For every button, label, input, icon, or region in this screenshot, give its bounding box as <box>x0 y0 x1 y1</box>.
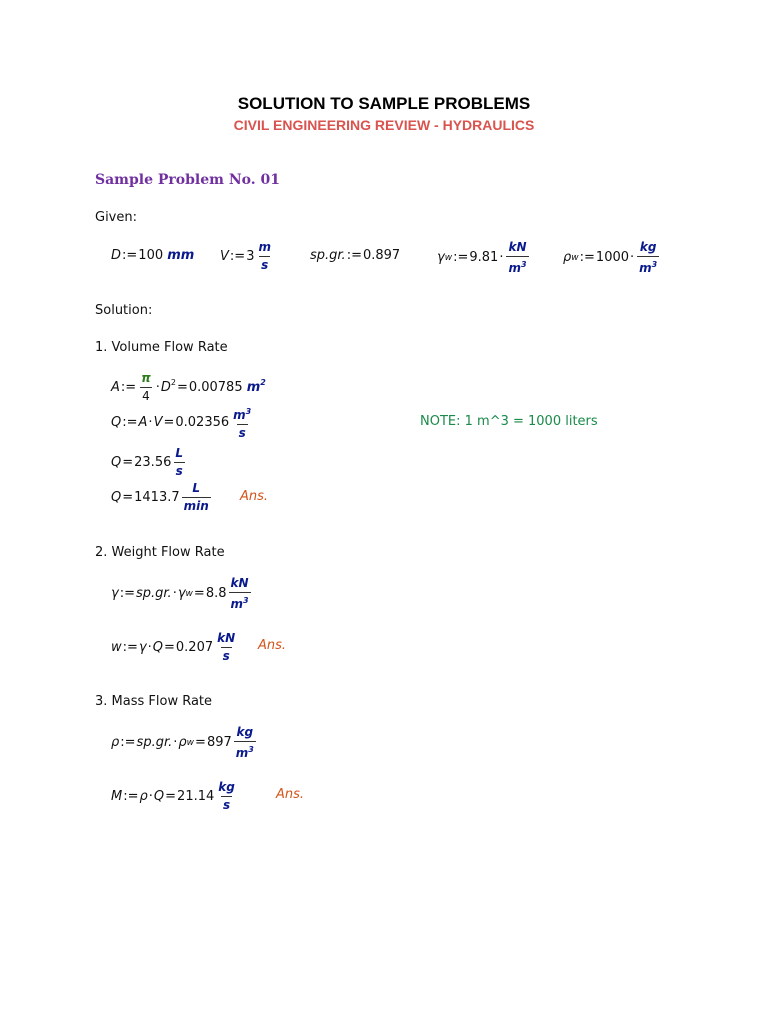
given-V: V := 3 $\frac{m}{s}$ <box>220 240 271 272</box>
given-gamma-w: γ w := 9.81 · $\frac{kN}{m^3}$ <box>437 240 527 275</box>
eq-weight-flow: w := γ · Q = 0.207 $\frac{kN}{s}$ <box>111 631 236 663</box>
eq-specific-weight: γ := sp.gr. · γ w = 8.8 $\frac{kN}{m^3}$ <box>111 576 249 611</box>
answer-label: Ans. <box>258 638 287 653</box>
unit-fraction: $\frac{kg}{m^3}$ <box>639 240 658 275</box>
given-rho-w: ρ w := 1000 · $\frac{kg}{m^3}$ <box>563 240 658 275</box>
given-D: D := 100 mm <box>111 248 195 263</box>
eq-flow-lmin: Q = 1413.7 $\frac{L}{\min}$ <box>111 481 209 513</box>
given-spgr: sp.gr. := 0.897 <box>310 248 401 263</box>
answer-label: Ans. <box>240 489 269 504</box>
problem-title: Sample Problem No. 01 <box>95 172 280 188</box>
eq-mass-flow: M := ρ · Q = 21.14 $\frac{kg}{s}$ <box>111 780 235 812</box>
page-title: SOLUTION TO SAMPLE PROBLEMS <box>237 94 531 113</box>
section-mass-flow: 3. Mass Flow Rate <box>95 694 213 709</box>
section-weight-flow: 2. Weight Flow Rate <box>95 545 225 560</box>
answer-label: Ans. <box>276 787 305 802</box>
eq-flow-ls: Q = 23.56 $\frac{L}{s}$ <box>111 446 184 478</box>
section-volume-flow: 1. Volume Flow Rate <box>95 340 228 355</box>
eq-area: A := $\frac{\pi}{4}$ · D $^2$ = 0.00785 m $^2$ <box>111 371 266 403</box>
given-label: Given: <box>95 210 137 225</box>
solution-label: Solution: <box>95 303 153 318</box>
unit-fraction: $\frac{m}{s}$ <box>258 240 271 272</box>
page-subtitle: CIVIL ENGINEERING REVIEW - HYDRAULICS <box>233 117 535 133</box>
unit-fraction: $\frac{kN}{m^3}$ <box>508 240 527 275</box>
note-conversion: NOTE: 1 m^3 = 1000 liters <box>420 414 598 429</box>
eq-flow-m3s: Q := A · V = 0.02356 $\frac{m^3}{s}$ <box>111 407 252 440</box>
eq-density: ρ := sp.gr. · ρ w = 897 $\frac{kg}{m^3}$ <box>111 725 254 760</box>
